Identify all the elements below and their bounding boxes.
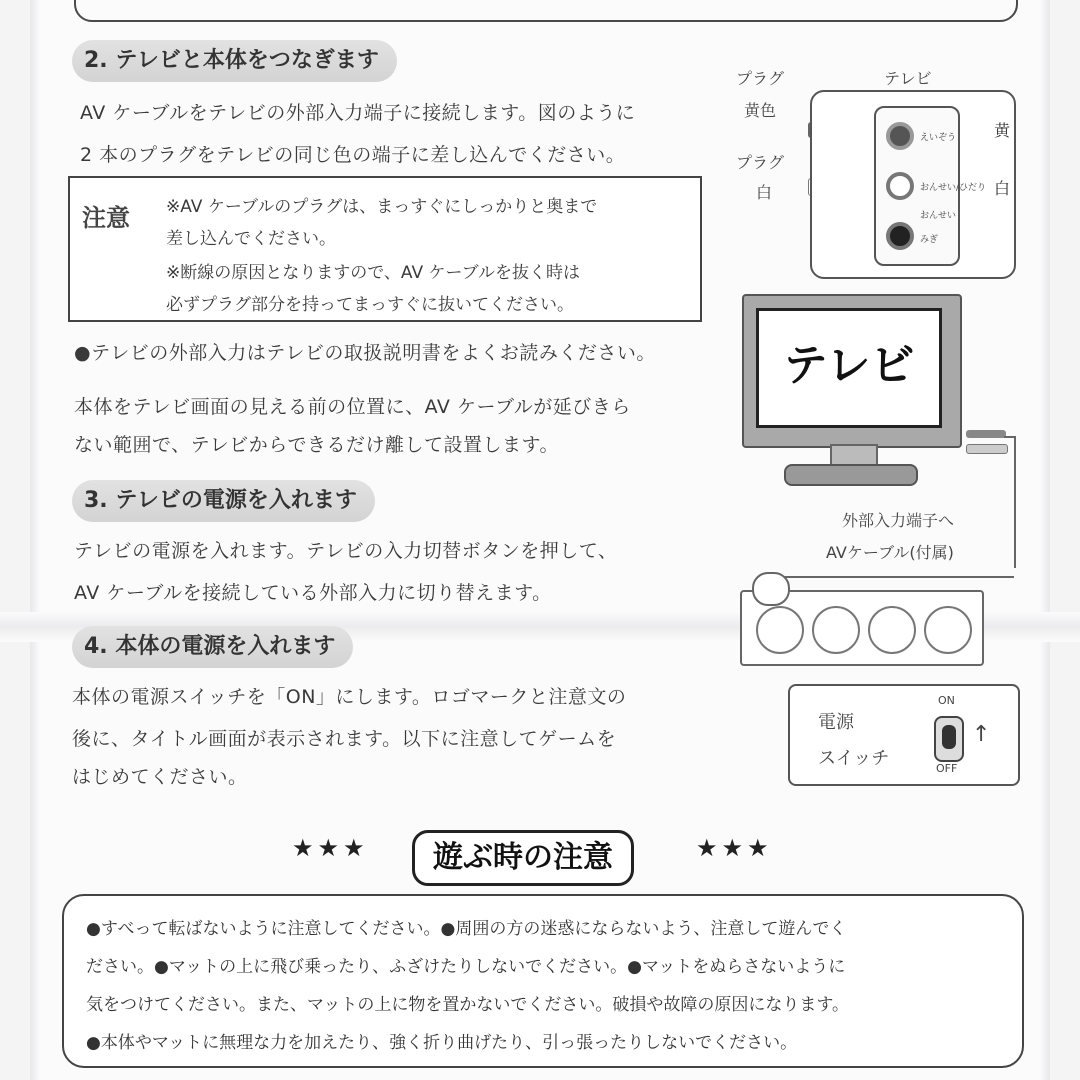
power-label-1: 電源 bbox=[818, 712, 854, 733]
jack-white-label: おんせい/ひだり bbox=[920, 183, 987, 193]
power-switch-box bbox=[788, 684, 1020, 786]
play-line3: 気をつけてください。また、マットの上に物を置かないでください。破損や故障の原因になります。 bbox=[86, 995, 849, 1015]
caution-line2: 差し込んでください。 bbox=[166, 229, 336, 249]
stars-left: ★★★ bbox=[292, 834, 369, 862]
tv-stand-base bbox=[784, 464, 918, 486]
section4-line1: 本体の電源スイッチを「ON」にします。ロゴマークと注意文の bbox=[72, 686, 627, 708]
section4-line2: 後に、タイトル画面が表示されます。以下に注意してゲームを bbox=[72, 728, 617, 750]
plug-white-label: 白 bbox=[756, 183, 773, 202]
play-line1: ●すべって転ばないように注意してください。●周囲の方の迷惑にならないよう、注意して遊んでく bbox=[86, 919, 847, 939]
white-jack bbox=[886, 172, 914, 200]
caution-line4: 必ずプラグ部分を持ってまっすぐに抜いてください。 bbox=[166, 295, 574, 315]
jack-mid-label: おんせい bbox=[920, 211, 957, 221]
section4-line3: はじめてください。 bbox=[72, 766, 248, 788]
caution-box bbox=[68, 176, 702, 322]
color-yellow-label: 黄 bbox=[993, 121, 1010, 140]
plug-label-top: プラグ bbox=[736, 69, 785, 88]
section2-line1: AV ケーブルをテレビの外部入力端子に接続します。図のように bbox=[80, 102, 636, 124]
plug-label-bottom: プラグ bbox=[736, 153, 785, 172]
caution-line3: ※断線の原因となりますので、AV ケーブルを抜く時は bbox=[166, 263, 580, 283]
play-caution-box bbox=[62, 894, 1024, 1068]
console-plug bbox=[752, 572, 790, 606]
tv-label: テレビ bbox=[884, 69, 932, 88]
yellow-jack bbox=[886, 122, 914, 150]
tv-illustration bbox=[742, 294, 962, 448]
cable-to-label: 外部入力端子へ bbox=[842, 511, 955, 530]
connector-panel bbox=[810, 90, 1016, 279]
plug-yellow-label: 黄色 bbox=[744, 101, 777, 120]
caution-label: 注意 bbox=[82, 204, 130, 232]
tv-screen: テレビ bbox=[756, 308, 942, 428]
console-button-2 bbox=[812, 606, 860, 654]
play-line4: ●本体やマットに無理な力を加えたり、強く折り曲げたり、引っ張ったりしないでください。 bbox=[86, 1033, 798, 1053]
cable-bottom bbox=[770, 564, 1014, 578]
switch-off-label: OFF bbox=[936, 762, 958, 775]
stars-right: ★★★ bbox=[696, 834, 773, 862]
power-label-2: スイッチ bbox=[818, 748, 890, 769]
color-white-label: 白 bbox=[993, 179, 1010, 198]
console-button-4 bbox=[924, 606, 972, 654]
cable-plug-top bbox=[966, 430, 1006, 438]
cable-right bbox=[1004, 436, 1016, 568]
jack-strip bbox=[874, 106, 987, 266]
notes-line1: 本体をテレビ画面の見える前の位置に、AV ケーブルが延びきら bbox=[74, 396, 631, 418]
cable-plug-bottom bbox=[966, 444, 1008, 454]
play-line2: ださい。●マットの上に飛び乗ったり、ふざけたりしないでください。●マットをぬらさないように bbox=[86, 957, 846, 977]
play-caution-title: 遊ぶ時の注意 bbox=[412, 830, 634, 886]
cable-name-label: AVケーブル(付属) bbox=[826, 543, 954, 562]
caution-line1: ※AV ケーブルのプラグは、まっすぐにしっかりと奥まで bbox=[166, 197, 598, 217]
notes-bullet: ●テレビの外部入力はテレビの取扱説明書をよくお読みください。 bbox=[74, 342, 656, 364]
jack-red-label: みぎ bbox=[920, 235, 939, 245]
section3-line1: テレビの電源を入れます。テレビの入力切替ボタンを押して、 bbox=[74, 540, 618, 562]
section3-heading: 3. テレビの電源を入れます bbox=[72, 480, 375, 522]
jack-yellow-label: えいぞう bbox=[920, 133, 957, 143]
notes-line2: ない範囲で、テレビからできるだけ離して設置します。 bbox=[74, 434, 560, 456]
section4-heading: 4. 本体の電源を入れます bbox=[72, 626, 353, 668]
power-switch bbox=[934, 716, 964, 762]
switch-on-label: ON bbox=[938, 694, 955, 707]
red-jack bbox=[886, 222, 914, 250]
console-button-3 bbox=[868, 606, 916, 654]
console-button-1 bbox=[756, 606, 804, 654]
up-arrow-icon: ↑ bbox=[972, 722, 991, 747]
section3-line2: AV ケーブルを接続している外部入力に切り替えます。 bbox=[74, 582, 552, 604]
section2-heading: 2. テレビと本体をつなぎます bbox=[72, 40, 397, 82]
section2-line2: 2 本のプラグをテレビの同じ色の端子に差し込んでください。 bbox=[80, 144, 626, 166]
top-box-edge bbox=[74, 0, 1018, 22]
switch-knob bbox=[942, 725, 956, 749]
